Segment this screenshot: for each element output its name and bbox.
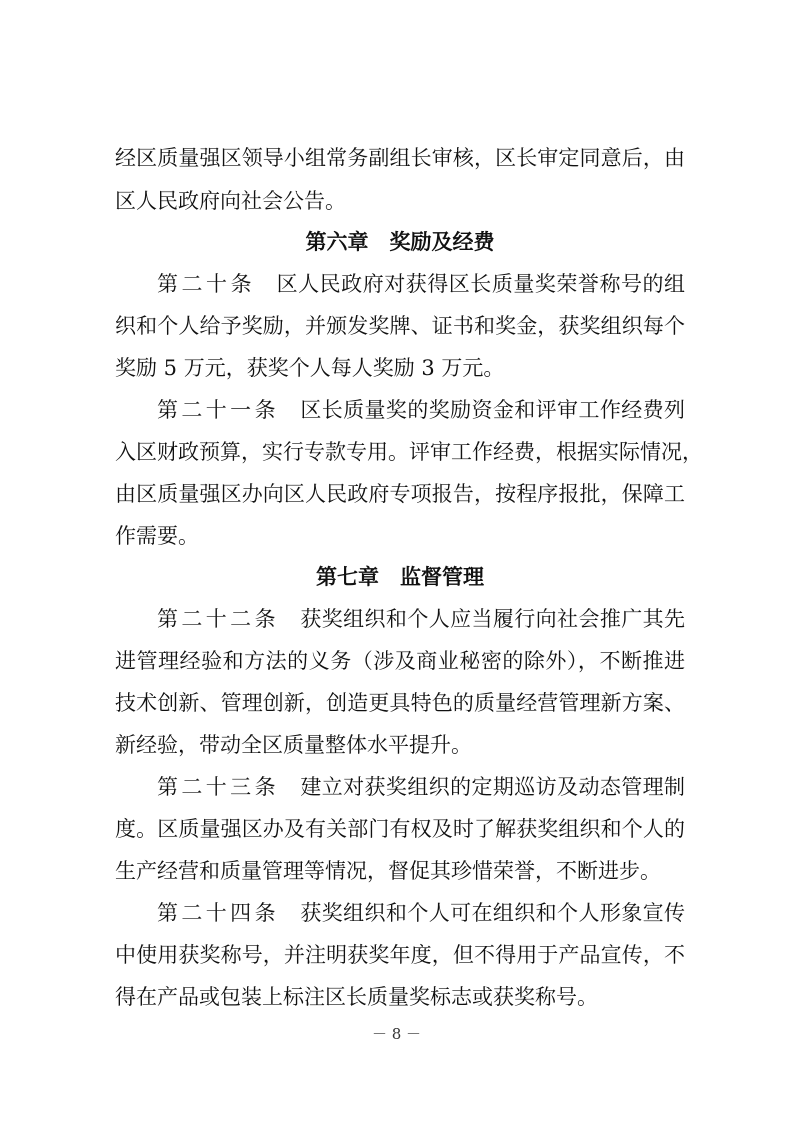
- article-text: 区长质量奖的奖励资金和评审工作经费列: [278, 398, 686, 422]
- article-text: 建立对获奖组织的定期巡访及动态管理制: [278, 775, 686, 799]
- article-24-line-1: [157, 899, 685, 927]
- article-22-line-1: [157, 605, 685, 633]
- article-text: 获奖组织和个人可在组织和个人形象宣传: [278, 901, 686, 925]
- paragraph-line: 生产经营和质量管理等情况，督促其珍惜荣誉，不断进步。: [115, 859, 661, 883]
- paragraph-line: 进管理经验和方法的义务（涉及商业秘密的除外），不断推进: [115, 649, 685, 673]
- article-20-line-1: [157, 270, 685, 298]
- article-text: 区人民政府对获得区长质量奖荣誉称号的组: [255, 272, 686, 296]
- article-number: 第二十二条: [157, 607, 279, 631]
- article-21-line-1: [157, 396, 685, 424]
- paragraph-line: 由区质量强区办向区人民政府专项报告，按程序报批，保障工: [115, 482, 685, 506]
- paragraph-line: 奖励 5 万元，获奖个人每人奖励 3 万元。: [115, 356, 505, 380]
- page-number: － 8 －: [371, 1025, 422, 1043]
- paragraph-line: 织和个人给予奖励，并颁发奖牌、证书和奖金，获奖组织每个: [115, 314, 685, 338]
- paragraph-line: 技术创新、管理创新，创造更具特色的质量经营管理新方案、: [115, 691, 685, 715]
- paragraph-line: 得在产品或包装上标注区长质量奖标志或获奖称号。: [115, 985, 598, 1009]
- paragraph-line: 作需要。: [115, 524, 199, 548]
- chapter-heading-7: 第七章 监督管理: [316, 565, 484, 589]
- article-number: 第二十三条: [157, 775, 279, 799]
- paragraph-line: 新经验，带动全区质量整体水平提升。: [115, 733, 472, 757]
- paragraph-line: 度。区质量强区办及有关部门有权及时了解获奖组织和个人的: [115, 817, 685, 841]
- article-number: 第二十四条: [157, 901, 279, 925]
- article-number: 第二十条: [157, 272, 256, 296]
- paragraph-line: 区人民政府向社会公告。: [115, 189, 346, 213]
- article-number: 第二十一条: [157, 398, 279, 422]
- article-text: 获奖组织和个人应当履行向社会推广其先: [278, 607, 686, 631]
- paragraph-line: 入区财政预算，实行专款专用。评审工作经费，根据实际情况，: [115, 440, 703, 464]
- article-23-line-1: [157, 773, 685, 801]
- paragraph-line: 中使用获奖称号，并注明获奖年度，但不得用于产品宣传，不: [115, 943, 685, 967]
- chapter-heading-6: 第六章 奖励及经费: [305, 230, 495, 254]
- paragraph-line: 经区质量强区领导小组常务副组长审核，区长审定同意后，由: [115, 146, 685, 170]
